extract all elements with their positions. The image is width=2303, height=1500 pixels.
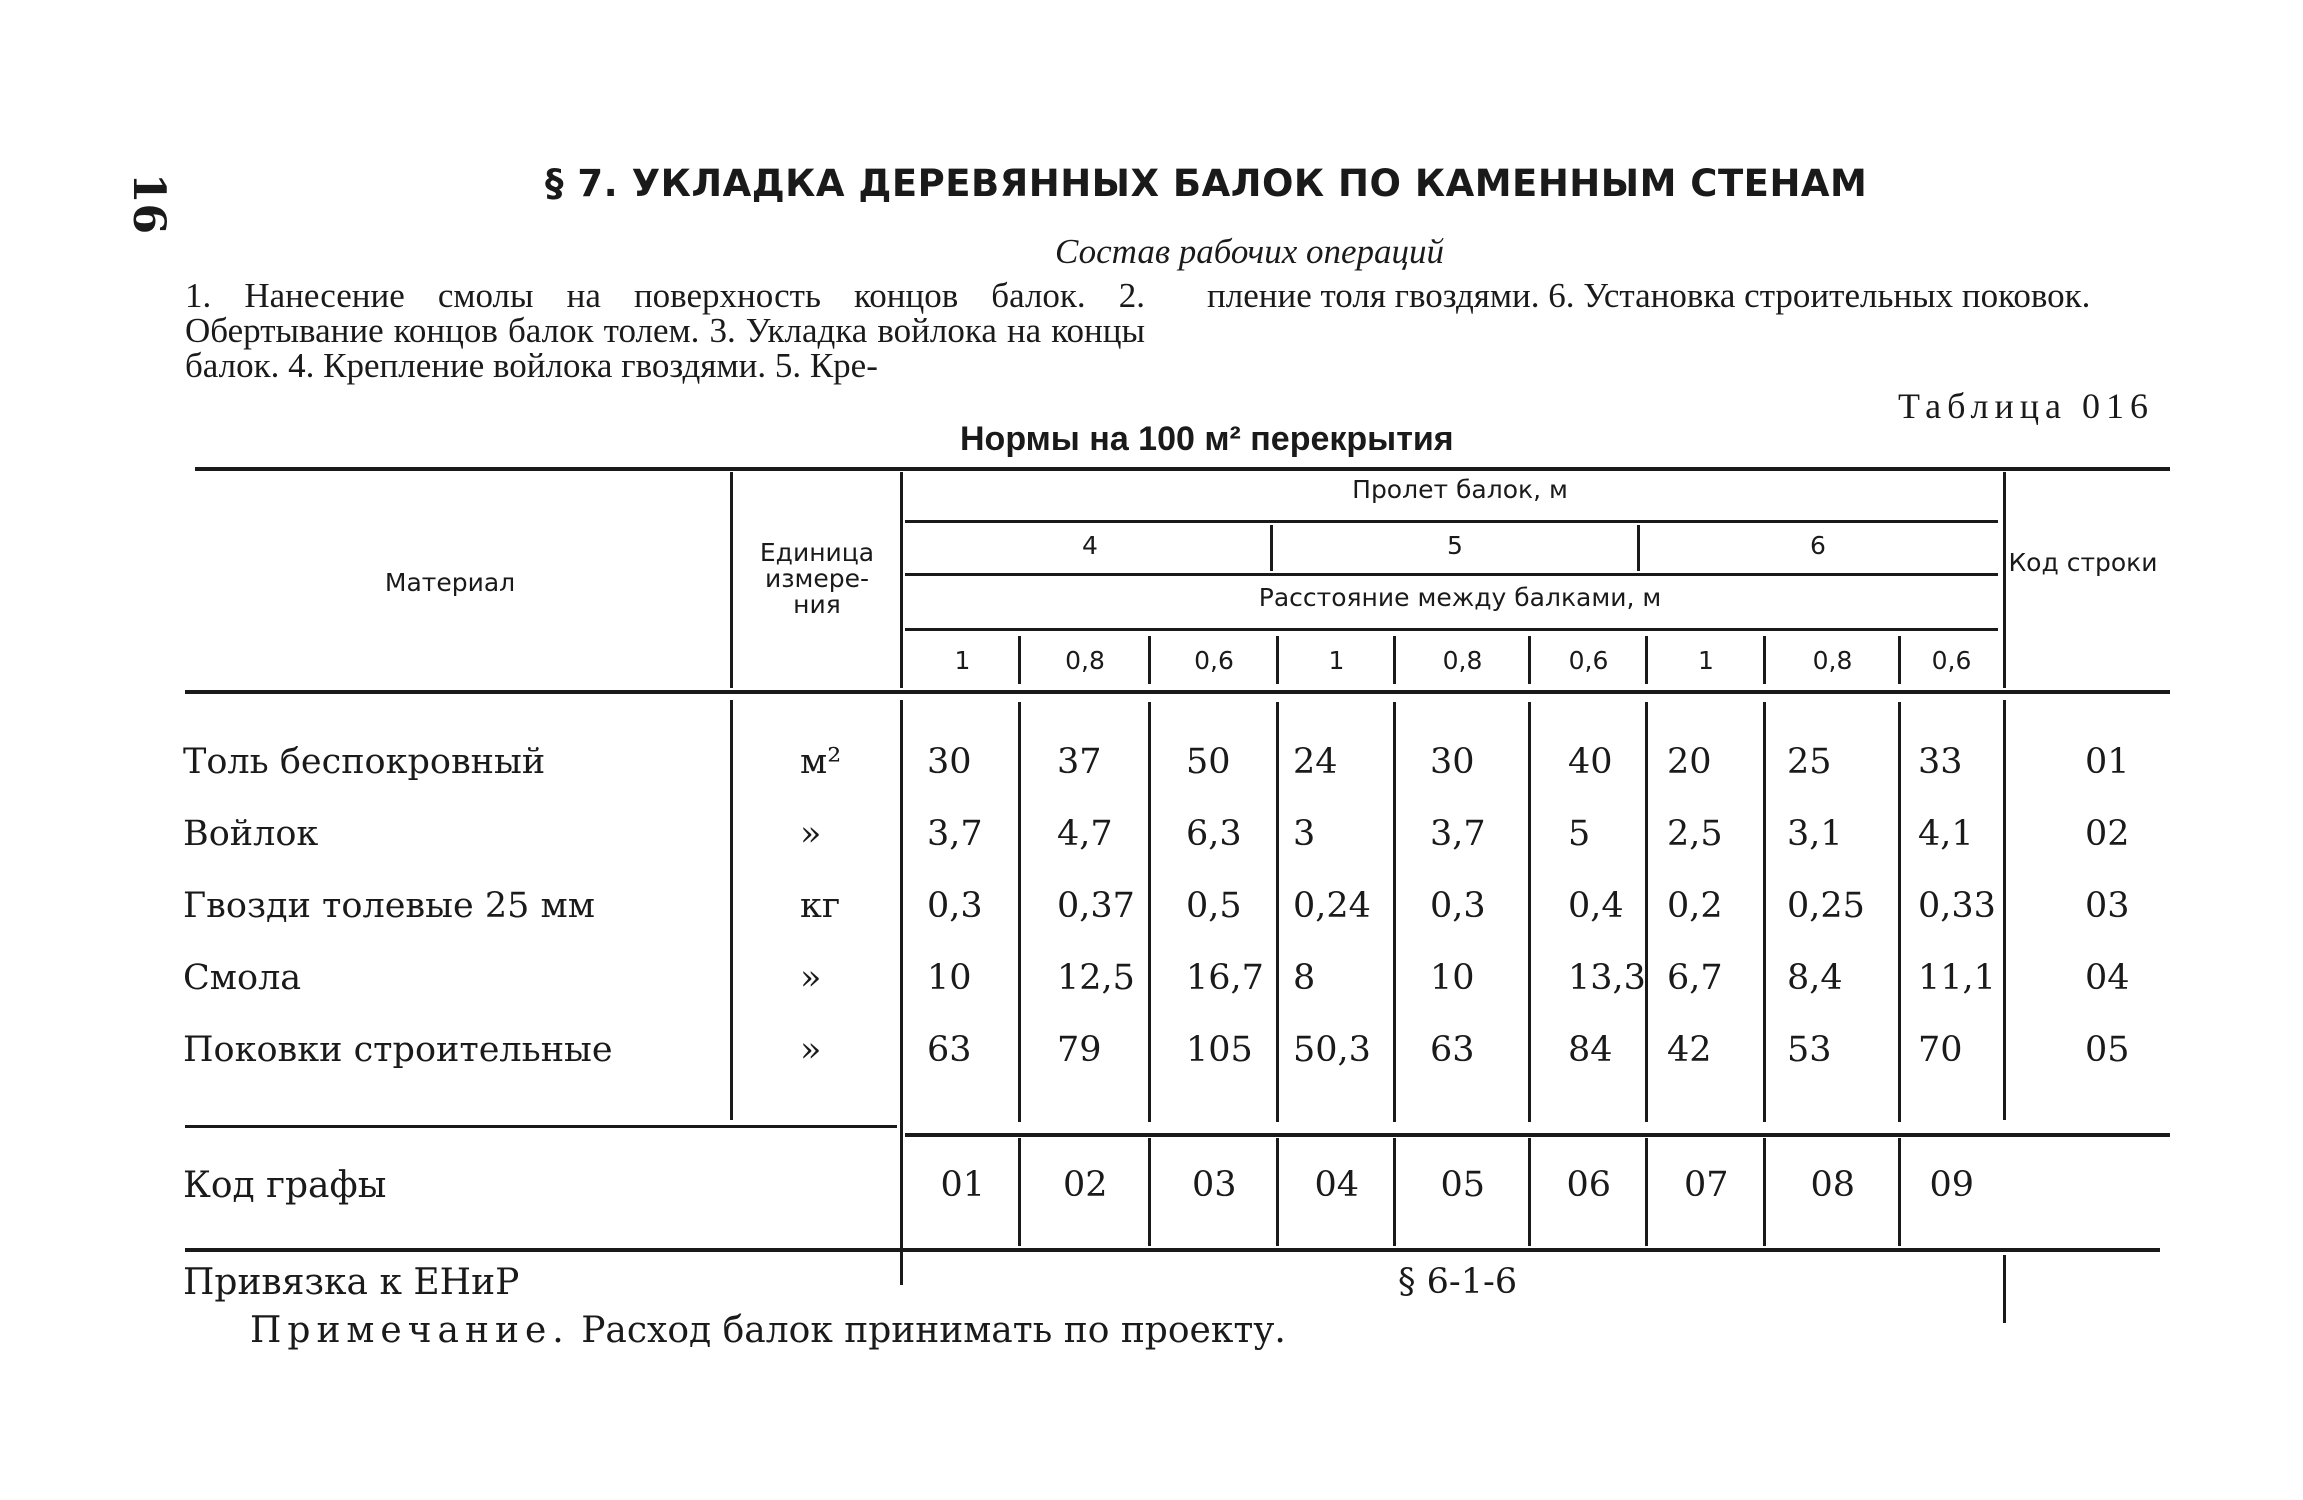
value-cell: 25 (1787, 742, 1832, 782)
distance-col-divider (1898, 636, 1901, 684)
span-group-rule (905, 520, 1998, 523)
material-name: Толь беспокровный (183, 742, 546, 782)
value-cell: 84 (1568, 1030, 1613, 1070)
code-col-divider (1148, 1138, 1151, 1246)
value-cell: 50,3 (1293, 1030, 1371, 1070)
body-col-divider (1645, 702, 1648, 1122)
value-cell: 0,24 (1293, 886, 1371, 926)
value-cell: 0,37 (1057, 886, 1135, 926)
value-cell: 0,25 (1787, 886, 1865, 926)
value-cell: 6,3 (1186, 814, 1242, 854)
body-col-divider (1018, 702, 1021, 1122)
column-code-bottom-rule (185, 1248, 2160, 1252)
unit-value: » (800, 958, 822, 998)
value-cell: 12,5 (1057, 958, 1135, 998)
span-divider-2 (1637, 525, 1640, 571)
distance-label: 0,8 (1812, 646, 1853, 675)
distance-col-divider (1018, 636, 1021, 684)
value-cell: 20 (1667, 742, 1712, 782)
value-cell: 4,1 (1918, 814, 1974, 854)
distance-col-divider (1276, 636, 1279, 684)
value-cell: 3,7 (1430, 814, 1486, 854)
column-code: 08 (1810, 1165, 1856, 1205)
value-cell: 3 (1293, 814, 1316, 854)
column-code: 07 (1684, 1165, 1729, 1205)
material-name: Войлок (183, 814, 319, 854)
distance-label: 0,6 (1194, 646, 1234, 675)
code-col-divider (1898, 1138, 1901, 1246)
column-code: 01 (940, 1165, 986, 1205)
span-divider-1 (1270, 525, 1273, 571)
operations-text-right: пление толя гвоздями. 6. Установка строительных поковок. (1207, 276, 2091, 315)
table-number: Таблица 016 (1898, 386, 2154, 426)
spans-rule (905, 573, 1998, 576)
enir-right-divider (2003, 1255, 2006, 1323)
header-divider-material (730, 472, 733, 688)
note-lead: Примечание. (250, 1310, 570, 1351)
value-cell: 4,7 (1057, 814, 1113, 854)
page-number: 16 (123, 172, 175, 235)
row-code: 04 (2085, 958, 2130, 998)
distance-col-divider (1393, 636, 1396, 684)
column-code: 03 (1192, 1165, 1237, 1205)
value-cell: 6,7 (1667, 958, 1723, 998)
value-cell: 0,3 (927, 886, 983, 926)
material-name: Смола (183, 958, 302, 998)
span-label: 5 (1447, 531, 1463, 560)
span-label: 6 (1810, 531, 1826, 560)
enir-label: Привязка к ЕНиР (183, 1262, 520, 1303)
header-row-code: Код строки (2008, 548, 2158, 577)
code-col-divider (1018, 1138, 1021, 1246)
code-col-divider (1393, 1138, 1396, 1246)
header-unit: Единица измере- ния (759, 538, 875, 619)
section-title: § 7. УКЛАДКА ДЕРЕВЯННЫХ БАЛОК ПО КАМЕННЫМ СТЕНАМ (545, 162, 1868, 205)
span-label: 4 (1082, 531, 1098, 560)
header-distance-group: Расстояние между балками, м (1258, 583, 1662, 612)
value-cell: 0,5 (1186, 886, 1242, 926)
value-cell: 11,1 (1918, 958, 1996, 998)
row-code: 01 (2085, 742, 2130, 782)
value-cell: 42 (1667, 1030, 1712, 1070)
column-code: 09 (1929, 1165, 1975, 1205)
unit-value: » (800, 814, 822, 854)
value-cell: 30 (1430, 742, 1475, 782)
value-cell: 13,3 (1568, 958, 1646, 998)
header-divider-code (2003, 472, 2006, 688)
distance-col-divider (1645, 636, 1648, 684)
distance-label: 0,8 (1442, 646, 1483, 675)
header-bottom-rule (185, 690, 2170, 694)
note-text: Расход балок принимать по проекту. (581, 1310, 1286, 1351)
value-cell: 70 (1918, 1030, 1963, 1070)
header-divider-unit (900, 472, 903, 688)
value-cell: 24 (1293, 742, 1338, 782)
column-code: 04 (1314, 1165, 1360, 1205)
distance-col-divider (1148, 636, 1151, 684)
body-col-divider (1276, 702, 1279, 1122)
distance-label: 0,8 (1065, 646, 1105, 675)
header-span-group: Пролет балок, м (1352, 475, 1568, 504)
distance-label: 1 (1698, 646, 1714, 675)
value-cell: 63 (1430, 1030, 1475, 1070)
value-cell: 0,3 (1430, 886, 1486, 926)
value-cell: 10 (927, 958, 972, 998)
distance-group-rule (905, 628, 1998, 631)
value-cell: 2,5 (1667, 814, 1723, 854)
enir-value: § 6-1-6 (1398, 1262, 1518, 1302)
distance-label: 1 (954, 646, 971, 675)
body-col-divider (1148, 702, 1151, 1122)
header-material: Материал (384, 568, 516, 597)
distance-label: 1 (1328, 646, 1345, 675)
value-cell: 3,7 (927, 814, 983, 854)
code-col-divider (1528, 1138, 1531, 1246)
row-code: 05 (2085, 1030, 2130, 1070)
value-cell: 53 (1787, 1030, 1832, 1070)
value-cell: 3,1 (1787, 814, 1843, 854)
column-code-label: Код графы (183, 1165, 387, 1206)
value-cell: 0,2 (1667, 886, 1723, 926)
distance-col-divider (1528, 636, 1531, 684)
material-name: Поковки строительные (183, 1030, 613, 1070)
body-bottom-rule-left (185, 1125, 897, 1128)
column-code: 02 (1063, 1165, 1108, 1205)
distance-label: 0,6 (1931, 646, 1972, 675)
unit-value: м² (800, 742, 842, 782)
body-divider-material (730, 700, 733, 1120)
body-bottom-rule-right (905, 1133, 2170, 1137)
row-code: 02 (2085, 814, 2130, 854)
value-cell: 8,4 (1787, 958, 1843, 998)
value-cell: 79 (1057, 1030, 1102, 1070)
value-cell: 8 (1293, 958, 1316, 998)
body-col-divider (1898, 702, 1901, 1122)
column-code: 06 (1566, 1165, 1612, 1205)
body-col-divider (1528, 702, 1531, 1122)
value-cell: 50 (1186, 742, 1231, 782)
distance-label: 0,6 (1568, 646, 1609, 675)
table-top-rule (195, 467, 2170, 471)
body-col-divider (1393, 702, 1396, 1122)
body-divider-unit (900, 700, 903, 1285)
value-cell: 30 (927, 742, 972, 782)
code-col-divider (1763, 1138, 1766, 1246)
code-col-divider (1276, 1138, 1279, 1246)
unit-value: » (800, 1030, 822, 1070)
value-cell: 0,4 (1568, 886, 1624, 926)
value-cell: 10 (1430, 958, 1475, 998)
column-code: 05 (1440, 1165, 1486, 1205)
body-divider-code (2003, 700, 2006, 1120)
operations-text-left: 1. Нанесение смолы на поверхность концов балок. 2. Обертывание концов балок толем. 3. Укладка войлока на концы балок. 4. Крепление войлока гвоздями. 5. Кре- (185, 276, 1145, 385)
value-cell: 105 (1186, 1030, 1253, 1070)
operations-title: Состав рабочих операций (1055, 232, 1445, 271)
value-cell: 40 (1568, 742, 1613, 782)
value-cell: 37 (1057, 742, 1102, 782)
value-cell: 0,33 (1918, 886, 1996, 926)
material-name: Гвозди толевые 25 мм (183, 886, 595, 926)
code-col-divider (1645, 1138, 1648, 1246)
value-cell: 63 (927, 1030, 972, 1070)
unit-value: кг (800, 886, 841, 926)
value-cell: 5 (1568, 814, 1591, 854)
note (250, 1310, 1286, 1351)
body-col-divider (1763, 702, 1766, 1122)
value-cell: 16,7 (1186, 958, 1264, 998)
value-cell: 33 (1918, 742, 1963, 782)
distance-col-divider (1763, 636, 1766, 684)
table-caption: Нормы на 100 м² перекрытия (960, 420, 1454, 458)
row-code: 03 (2085, 886, 2130, 926)
